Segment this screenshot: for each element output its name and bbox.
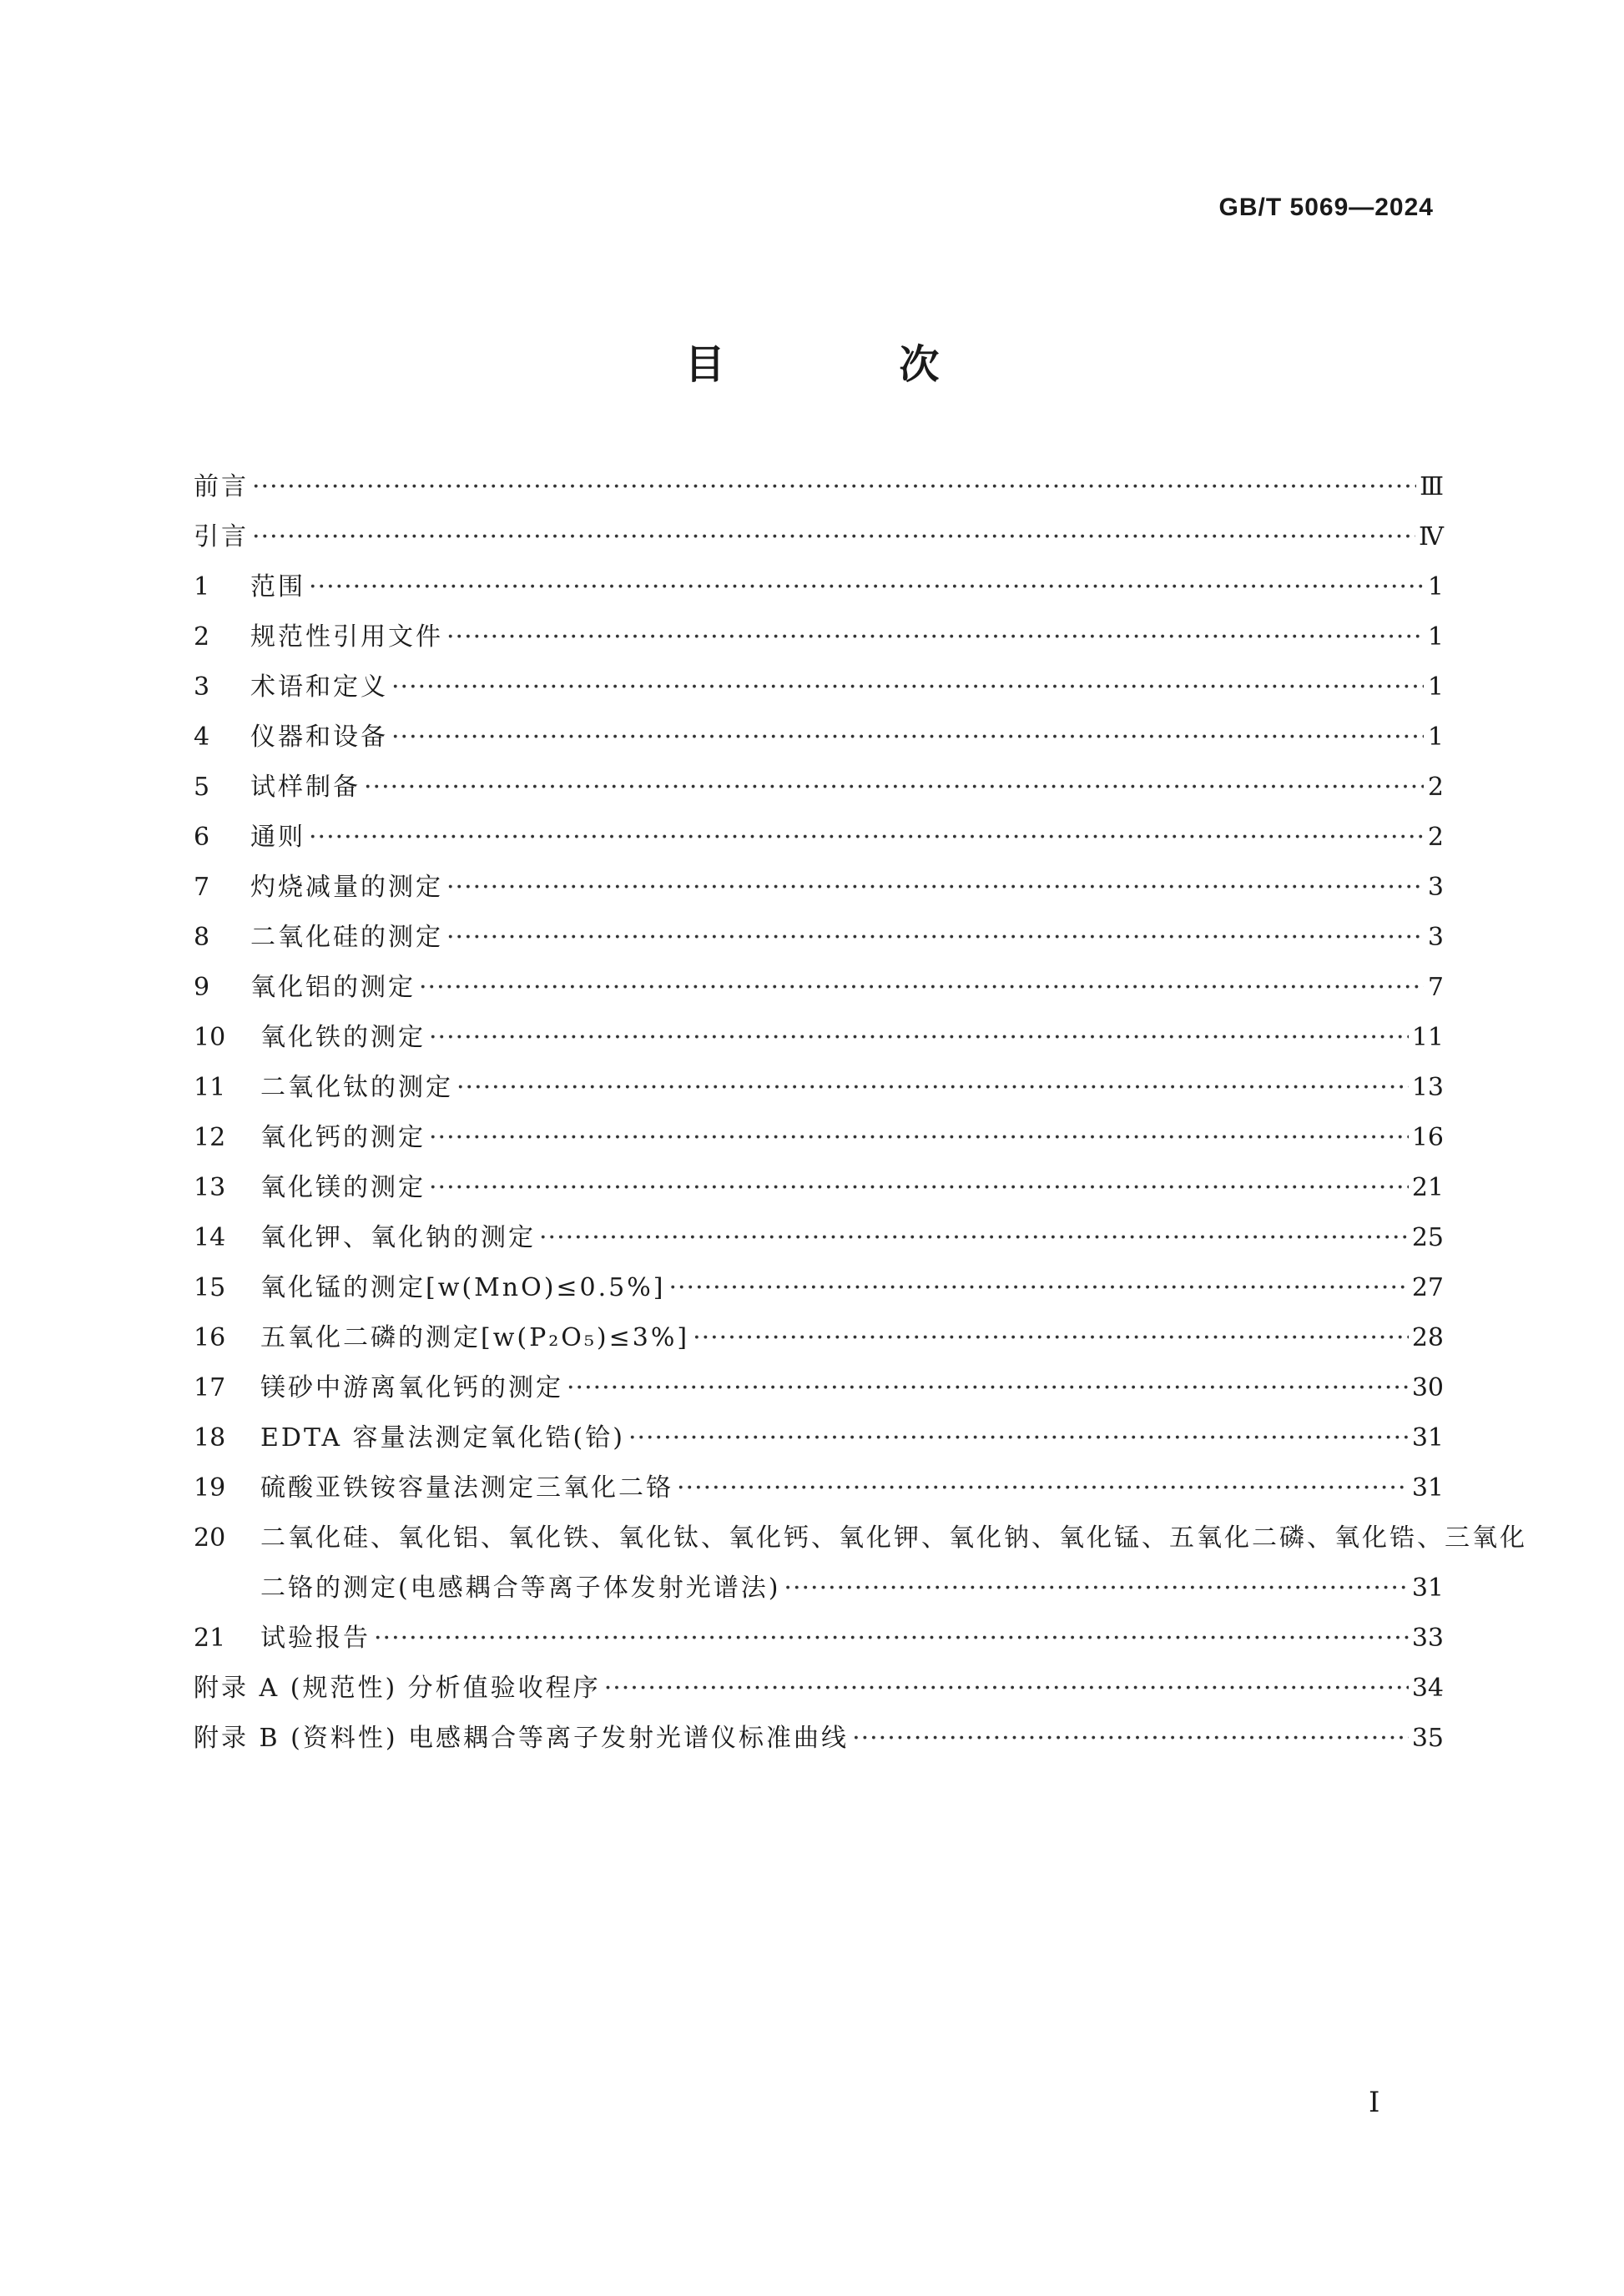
toc-entry-number: 21: [194, 1624, 226, 1653]
toc-entry-number: 19: [194, 1473, 226, 1503]
toc-entry-page: 2: [1427, 773, 1444, 802]
toc-entry-page: 31: [1411, 1573, 1444, 1603]
toc-entry-label: 术语和定义: [250, 672, 388, 702]
toc-entry-number: 9: [194, 973, 210, 1002]
toc-entry-page: 16: [1411, 1123, 1444, 1152]
toc-entry-page: 2: [1427, 823, 1444, 852]
dot-leader: [429, 1113, 1409, 1163]
toc-entry-label: 二氧化钛的测定: [260, 1073, 453, 1102]
toc-entry[interactable]: [194, 1614, 1444, 1664]
toc-entry[interactable]: [194, 1413, 1444, 1463]
dot-leader: [456, 1063, 1409, 1113]
toc-entry[interactable]: [194, 763, 1444, 813]
toc-entry-page: 7: [1427, 973, 1444, 1002]
toc-entry[interactable]: [194, 1113, 1444, 1163]
dot-leader: [668, 1263, 1408, 1313]
dot-leader: [429, 1163, 1409, 1213]
toc-entry-number: 13: [194, 1173, 226, 1202]
toc-entry[interactable]: [194, 562, 1444, 612]
toc-entry-label: 二铬的测定(电感耦合等离子体发射光谱法): [260, 1573, 781, 1603]
toc-entry[interactable]: [194, 662, 1444, 712]
toc-entry[interactable]: [194, 1363, 1444, 1413]
dot-leader: [252, 512, 1415, 562]
dot-leader: [419, 963, 1424, 1013]
toc-entry-page: 35: [1411, 1724, 1444, 1753]
dot-leader: [391, 712, 1424, 763]
toc-entry-label: 氧化钙的测定: [260, 1123, 426, 1152]
toc-entry[interactable]: [194, 1313, 1444, 1363]
toc-entry-number: 2: [194, 622, 210, 652]
toc-entry-label: 附录 A (规范性) 分析值验收程序: [194, 1674, 601, 1703]
dot-leader: [309, 562, 1424, 612]
dot-leader: [628, 1413, 1409, 1463]
toc-entry[interactable]: [194, 913, 1444, 963]
dot-leader: [446, 612, 1424, 662]
toc-entry[interactable]: [194, 1013, 1444, 1063]
dot-leader: [852, 1714, 1409, 1764]
toc-entry-number: 14: [194, 1223, 226, 1252]
toc-entry-number: 11: [194, 1073, 226, 1102]
toc-entry-number: 3: [194, 672, 210, 702]
toc-entry-page: 13: [1411, 1073, 1444, 1102]
dot-leader: [677, 1463, 1409, 1513]
toc-entry-label: 氧化钾、氧化钠的测定: [260, 1223, 536, 1252]
toc-entry-label: 二氧化硅的测定: [250, 923, 443, 952]
page-title: 目 次: [684, 341, 1020, 388]
toc-entry-label: EDTA 容量法测定氧化锆(铪): [260, 1423, 625, 1453]
toc-entry-number: 18: [194, 1423, 226, 1453]
toc-entry-label: 二氧化硅、氧化铝、氧化铁、氧化钛、氧化钙、氧化钾、氧化钠、氧化锰、五氧化二磷、氧化锆、三氧化: [260, 1523, 1527, 1553]
toc-entry-label: 试样制备: [250, 773, 361, 802]
toc-entry[interactable]: [194, 1463, 1444, 1513]
dot-leader: [309, 813, 1424, 863]
toc-entry-page: 1: [1427, 672, 1444, 702]
toc-entry[interactable]: [194, 1664, 1444, 1714]
toc-entry-number: 4: [194, 723, 210, 752]
dot-leader: [446, 913, 1424, 963]
dot-leader: [784, 1563, 1408, 1614]
page-number: Ⅰ: [1369, 2086, 1380, 2119]
toc-entry-label: 硫酸亚铁铵容量法测定三氧化二铬: [260, 1473, 673, 1503]
toc-entry-label: 氧化镁的测定: [260, 1173, 426, 1202]
toc-entry-label: 五氧化二磷的测定[w(P₂O₅)≤3%]: [260, 1323, 690, 1352]
dot-leader: [446, 863, 1424, 913]
dot-leader: [429, 1013, 1409, 1063]
toc-entry[interactable]: [194, 813, 1444, 863]
toc-entry-page: Ⅳ: [1419, 522, 1444, 551]
toc-entry-label: 灼烧减量的测定: [250, 873, 443, 902]
toc-entry-label: 仪器和设备: [250, 723, 388, 752]
standard-code: GB/T 5069—2024: [1218, 194, 1434, 221]
dot-leader: [539, 1213, 1409, 1263]
toc-entry-label: 氧化铝的测定: [250, 973, 416, 1002]
toc-entry-number: 8: [194, 923, 210, 952]
toc-entry[interactable]: [194, 863, 1444, 913]
toc-entry[interactable]: [194, 963, 1444, 1013]
toc-entry[interactable]: [194, 462, 1444, 512]
toc-entry-label: 镁砂中游离氧化钙的测定: [260, 1373, 563, 1402]
toc-entry-page: 27: [1411, 1273, 1444, 1302]
dot-leader: [252, 462, 1416, 512]
toc-entry-number: 5: [194, 773, 210, 802]
toc-entry-label: 试验报告: [260, 1624, 371, 1653]
toc-entry-page: 3: [1427, 873, 1444, 902]
toc-entry-page: 28: [1411, 1323, 1444, 1352]
toc-entry-number: 7: [194, 873, 210, 902]
toc-entry-page: 11: [1411, 1023, 1444, 1052]
toc-entry-number: 17: [194, 1373, 226, 1402]
toc-entry[interactable]: [194, 1513, 1527, 1563]
toc-entry[interactable]: [194, 512, 1444, 562]
toc-entry[interactable]: [194, 1263, 1444, 1313]
toc-entry[interactable]: [194, 612, 1444, 662]
table-of-contents: [194, 462, 1527, 1764]
toc-entry-number: 16: [194, 1323, 226, 1352]
toc-entry-label: 规范性引用文件: [250, 622, 443, 652]
dot-leader: [693, 1313, 1409, 1363]
dot-leader: [374, 1614, 1409, 1664]
dot-leader: [391, 662, 1424, 712]
toc-entry-page: 3: [1427, 923, 1444, 952]
toc-entry-page: 31: [1411, 1423, 1444, 1453]
toc-entry-page: 1: [1427, 622, 1444, 652]
toc-entry-number: 10: [194, 1023, 226, 1052]
toc-entry-number: 12: [194, 1123, 226, 1152]
toc-entry[interactable]: [194, 712, 1444, 763]
toc-entry-page: 30: [1411, 1373, 1444, 1402]
toc-entry-label: 氧化铁的测定: [260, 1023, 426, 1052]
toc-entry-page: 31: [1411, 1473, 1444, 1503]
toc-entry-page: 21: [1411, 1173, 1444, 1202]
toc-entry[interactable]: [194, 1714, 1444, 1764]
dot-leader: [567, 1363, 1409, 1413]
toc-entry-page: 1: [1427, 723, 1444, 752]
dot-leader: [364, 763, 1424, 813]
toc-entry-label: 氧化锰的测定[w(MnO)≤0.5%]: [260, 1273, 666, 1302]
toc-entry-page: 25: [1411, 1223, 1444, 1252]
toc-entry-page: 34: [1411, 1674, 1444, 1703]
toc-entry-continuation[interactable]: [194, 1563, 1444, 1614]
toc-entry-label: 引言: [194, 522, 249, 551]
toc-entry-number: 20: [194, 1523, 226, 1553]
toc-entry-page: 1: [1427, 572, 1444, 602]
toc-entry[interactable]: [194, 1163, 1444, 1213]
toc-entry-number: 15: [194, 1273, 226, 1302]
toc-entry-page: Ⅲ: [1420, 472, 1444, 501]
toc-entry-number: 1: [194, 572, 210, 602]
dot-leader: [604, 1664, 1409, 1714]
toc-entry-label: 前言: [194, 472, 249, 501]
toc-entry[interactable]: [194, 1213, 1444, 1263]
toc-entry-label: 范围: [250, 572, 305, 602]
toc-entry-label: 附录 B (资料性) 电感耦合等离子发射光谱仪标准曲线: [194, 1724, 850, 1753]
toc-entry-label: 通则: [250, 823, 305, 852]
toc-entry-page: 33: [1411, 1624, 1444, 1653]
toc-entry-number: 6: [194, 823, 210, 852]
toc-entry[interactable]: [194, 1063, 1444, 1113]
